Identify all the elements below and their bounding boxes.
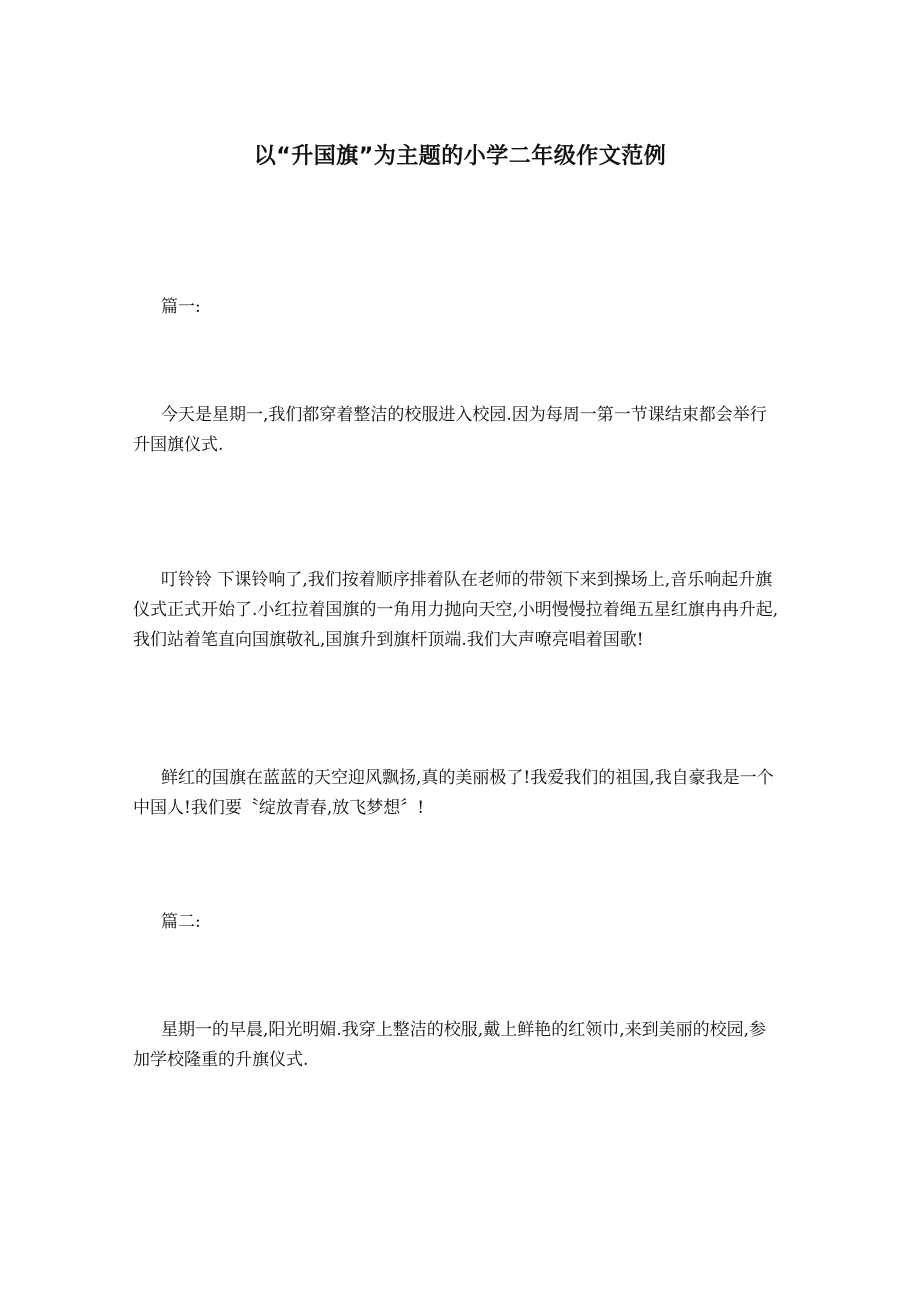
document-title: 以“升国旗”为主题的小学二年级作文范例: [253, 144, 667, 169]
section-heading-2: 篇二:: [161, 912, 201, 932]
section-heading-1: 篇一:: [161, 297, 201, 317]
paragraph-3: 鲜红的国旗在蓝蓝的天空迎风飘扬,真的美丽极了!我爱我们的祖国,我自豪我是一个中国人!我们要〝绽放青春,放飞梦想〞!: [133, 768, 774, 818]
paragraph-4: 星期一的早晨,阳光明媚.我穿上整洁的校服,戴上鲜艳的红领巾,来到美丽的校园,参加学校隆重的升旗仪式.: [133, 1020, 767, 1070]
paragraph-1: 今天是星期一,我们都穿着整洁的校服进入校园.因为每周一第一节课结束都会举行升国旗仪式.: [133, 405, 767, 455]
paragraph-2: 叮铃铃 下课铃响了,我们按着顺序排着队在老师的带领下来到操场上,音乐响起升旗仪式正式开始了.小红拉着国旗的一角用力抛向天空,小明慢慢拉着绳五星红旗冉冉升起,我们站着笔直向国旗敬礼,国旗升到旗杆顶端.我们大声嘹亮唱着国歌!: [133, 570, 779, 650]
